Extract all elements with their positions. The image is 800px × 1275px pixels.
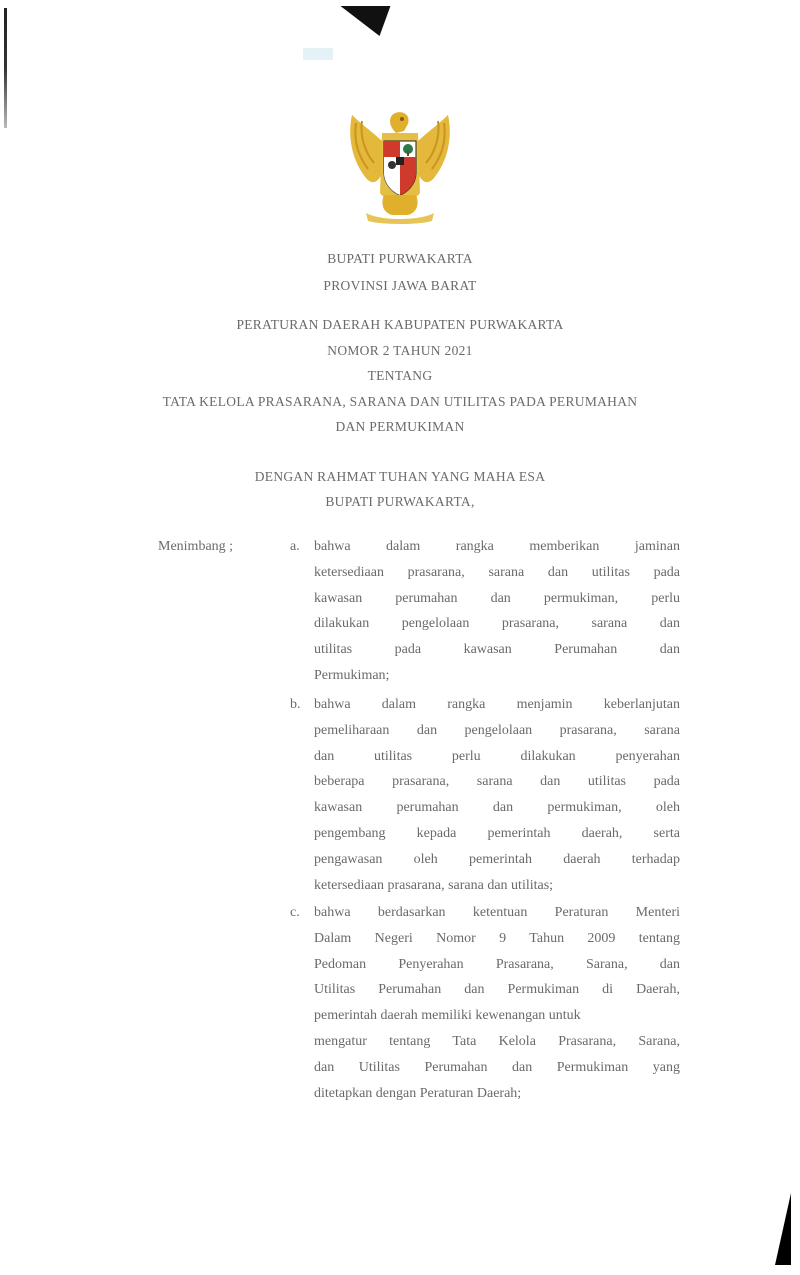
item-c-line: bahwa berdasarkan ketentuan Peraturan Menteri xyxy=(314,905,680,920)
item-c-letter: c. xyxy=(290,905,300,920)
title-tentang: TENTANG xyxy=(367,368,433,383)
title-peraturan: PERATURAN DAERAH KABUPATEN PURWAKARTA xyxy=(236,317,564,332)
menimbang-label: Menimbang ; xyxy=(158,539,234,554)
item-c-line: Dalam Negeri Nomor 9 Tahun 2009 tentang xyxy=(314,930,680,946)
item-a-text xyxy=(314,534,680,689)
header-bupati: BUPATI PURWAKARTA xyxy=(327,251,473,266)
item-a-line: bahwa dalam rangka memberikan jaminan xyxy=(314,539,680,554)
item-a-line: Permukiman; xyxy=(314,667,390,683)
item-a-line: utilitas pada kawasan Perumahan dan xyxy=(314,642,680,658)
title-nomor: NOMOR 2 TAHUN 2021 xyxy=(327,343,473,358)
scan-edge-line xyxy=(4,8,7,128)
item-b-line: dan utilitas perlu dilakukan penyerahan xyxy=(314,748,680,764)
garuda-pancasila-emblem-icon xyxy=(344,103,456,225)
item-a-line: dilakukan pengelolaan prasarana, sarana dan xyxy=(314,616,680,632)
item-c-line: mengatur tentang Tata Kelola Prasarana, Sarana, xyxy=(314,1033,680,1049)
item-c-line: Utilitas Perumahan dan Permukiman di Daerah, xyxy=(314,982,680,998)
item-c-line: Pedoman Penyerahan Prasarana, Sarana, dan xyxy=(314,956,680,972)
item-b-line: kawasan perumahan dan permukiman, oleh xyxy=(314,800,680,816)
item-b-line: bahwa dalam rangka menjamin keberlanjutan xyxy=(314,697,680,712)
item-c-line: dan Utilitas Perumahan dan Permukiman yang xyxy=(314,1059,680,1075)
item-c-line: ditetapkan dengan Peraturan Daerah; xyxy=(314,1085,522,1101)
item-a-line: ketersediaan prasarana, sarana dan utilitas pada xyxy=(314,564,680,580)
title-subject-line1: TATA KELOLA PRASARANA, SARANA DAN UTILITAS PADA PERUMAHAN xyxy=(162,394,638,409)
item-b-line: ketersediaan prasarana, sarana dan utilitas; xyxy=(314,877,554,893)
item-b-line: beberapa prasarana, sarana dan utilitas pada xyxy=(314,774,680,790)
scan-corner-mark xyxy=(330,6,391,36)
item-b-line: pengawasan oleh pemerintah daerah terhadap xyxy=(314,851,680,867)
header-provinsi: PROVINSI JAWA BARAT xyxy=(323,278,477,293)
item-c-text xyxy=(314,900,680,1106)
item-a-letter: a. xyxy=(290,539,300,554)
item-a-line: kawasan perumahan dan permukiman, perlu xyxy=(314,590,680,606)
item-b-text xyxy=(314,692,680,898)
preamble-bupati: BUPATI PURWAKARTA, xyxy=(325,494,475,509)
item-b-letter: b. xyxy=(290,697,301,712)
scan-wedge-mark xyxy=(775,1193,791,1265)
item-c-line: pemerintah daerah memiliki kewenangan untuk xyxy=(314,1008,581,1024)
scan-smudge xyxy=(303,48,333,60)
item-b-line: pemeliharaan dan pengelolaan prasarana, sarana xyxy=(314,722,680,738)
item-b-line: pengembang kepada pemerintah daerah, serta xyxy=(314,825,680,841)
preamble-rahmat: DENGAN RAHMAT TUHAN YANG MAHA ESA xyxy=(254,469,546,484)
title-subject-line2: DAN PERMUKIMAN xyxy=(335,419,465,434)
